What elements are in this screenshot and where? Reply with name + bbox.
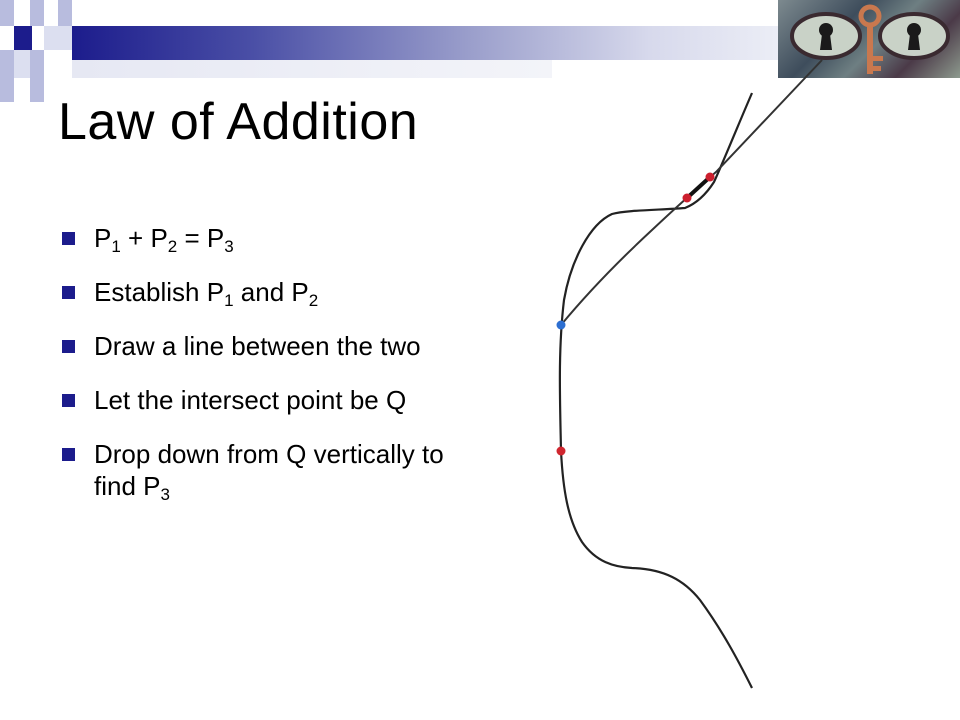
bullet-subscript: 1	[224, 291, 234, 310]
bullet-text: P	[94, 223, 112, 253]
bullet-subscript: 3	[224, 237, 234, 256]
bullet-text: Draw a line between the two	[94, 331, 421, 361]
slide-title: Law of Addition	[58, 93, 419, 151]
bullet-subscript: 3	[160, 485, 170, 504]
bullet-text: Establish P	[94, 277, 225, 307]
point-p1-marker	[706, 173, 715, 182]
chord-highlight	[687, 177, 710, 198]
point-q-marker	[557, 321, 566, 330]
bullet-text: Drop down from Q vertically to find P	[94, 439, 444, 501]
bullet-subscript: 2	[308, 291, 319, 310]
bullet-subscript: 1	[111, 237, 121, 256]
curve	[560, 93, 752, 688]
bullet-text: = P	[177, 223, 225, 253]
bullet-text: Let the intersect point be Q	[94, 385, 407, 415]
point-p3-marker	[557, 447, 566, 456]
bullet-text: and P	[233, 277, 309, 307]
bullet-text: + P	[120, 223, 168, 253]
bullet-subscript: 2	[167, 237, 178, 256]
point-p2-marker	[683, 194, 692, 203]
